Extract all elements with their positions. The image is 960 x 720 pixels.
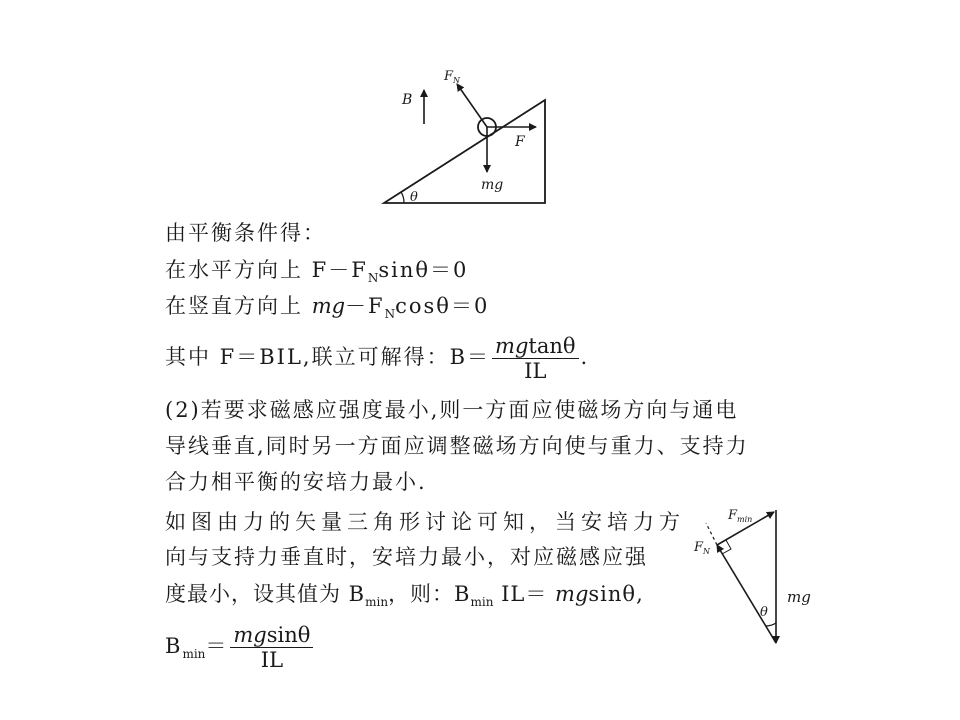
angle-arc <box>401 192 404 203</box>
theta2-label: θ <box>760 605 768 620</box>
fraction-mgsin: $\frac{mgsin\theta}{IL}$ <box>230 624 313 671</box>
text-line-4: 其中 F＝BIL,联立可解得：B＝ $\frac{mgtan\theta}{IL}$ . <box>165 334 590 383</box>
text-line-6: 导线垂直,同时另一方面应调整磁场方向使与重力、支持力 <box>165 434 749 458</box>
mg-label: mg <box>481 177 504 193</box>
fn2-label: $F_N$ <box>694 540 711 556</box>
theta-label: θ <box>410 190 418 205</box>
mg2-label: mg <box>787 588 811 606</box>
text-line-11: $B_{min}=$ $\frac{mgsin\theta}{IL}$ <box>165 622 315 678</box>
angle-arc-2 <box>766 623 776 626</box>
incline-triangle <box>384 100 545 203</box>
incline-force-diagram <box>380 60 570 210</box>
fn-label: $F_N$ <box>444 69 461 85</box>
text-line-5: (2)若要求磁感应强度最小,则一方面应使磁场方向与通电 <box>165 398 739 422</box>
text-line-10: 度最小，设其值为 $B_{min}$，则：$B_{min}$ IL＝ mgsinθ, <box>165 582 644 609</box>
text-line-3: 在竖直方向上 $mg-F_N\cos\theta=0$ <box>165 294 490 321</box>
dashed-extension <box>706 523 717 545</box>
f-label: F <box>515 134 525 150</box>
text-line-2: 在水平方向上 $F-F_N\sin\theta=0$ <box>165 258 469 285</box>
vector-triangle-diagram <box>690 495 820 660</box>
text-line-8: 如图由力的矢量三角形讨论可知，当安培力方 <box>165 510 685 534</box>
fn-vector <box>717 545 776 643</box>
fraction-mgtan: $\frac{mgtan\theta}{IL}$ <box>492 335 579 382</box>
text-line-7: 合力相平衡的安培力最小. <box>165 470 427 494</box>
fmin-label: $F_{min}$ <box>728 508 753 524</box>
normal-force-arrow <box>457 84 487 127</box>
text-line-1: 由平衡条件得： <box>165 221 326 245</box>
b-label: B <box>402 92 413 108</box>
text-line-9: 向与支持力垂直时，安培力最小，对应磁感应强 <box>165 545 648 569</box>
